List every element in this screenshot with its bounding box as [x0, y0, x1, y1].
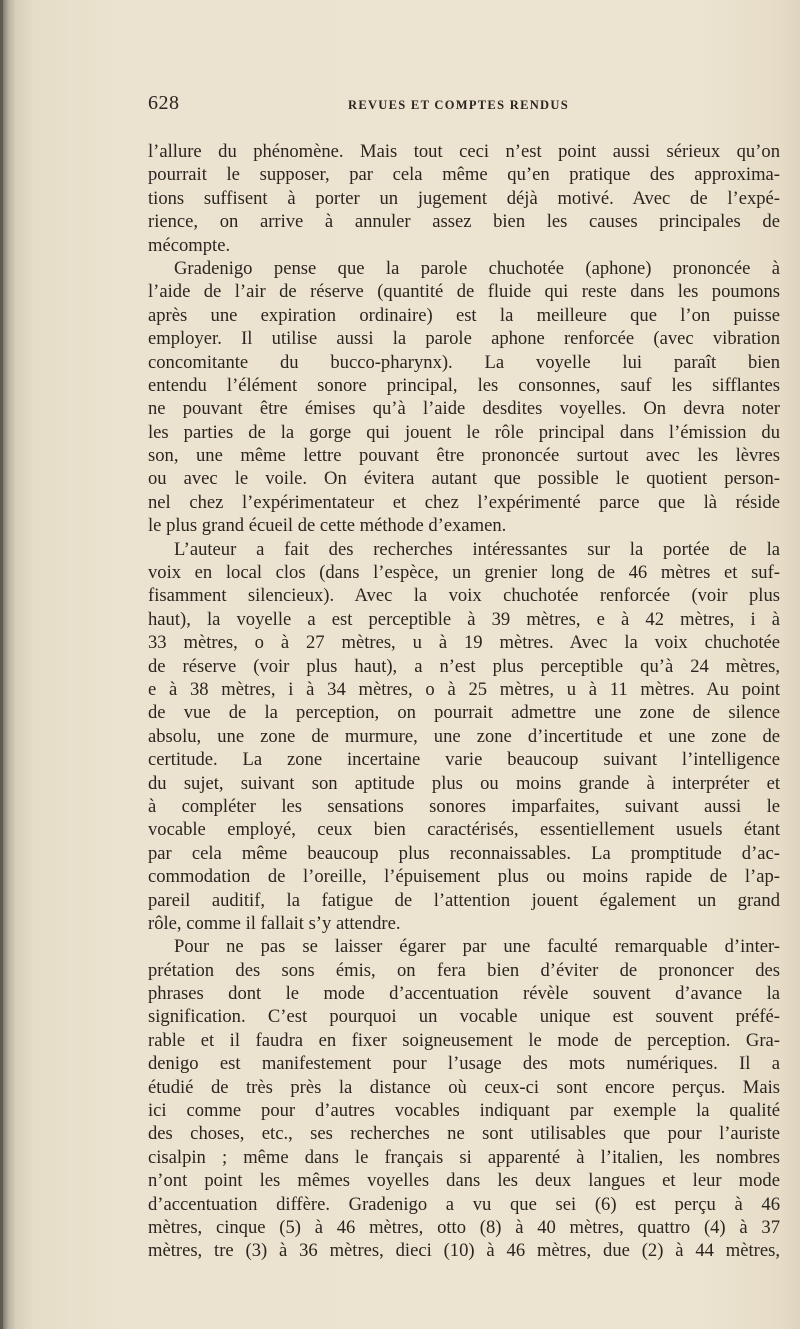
text-line: 33 mètres, o à 27 mètres, u à 19 mètres. Avec la voix chuchotée	[148, 632, 780, 654]
text-line: rience, on arrive à annuler assez bien les causes principales de	[148, 211, 780, 233]
text-line: vocable employé, ceux bien caractérisés, essentiellement usuels étant	[148, 819, 780, 841]
text-line: signification. C’est pourquoi un vocable unique est souvent préfé-	[148, 1006, 780, 1028]
text-line: nel chez l’expérimentateur et chez l’expérimenté parce que là réside	[148, 491, 780, 513]
text-line: l’aide de l’air de réserve (quantité de fluide qui reste dans les poumons	[148, 281, 780, 303]
text-line: rable et il faudra en fixer soigneusement le mode de perception. Gra-	[148, 1029, 780, 1051]
text-line: pourrait le supposer, par cela même qu’en pratique des approxima-	[148, 164, 780, 186]
text-line: le plus grand écueil de cette méthode d’examen.	[148, 515, 507, 537]
text-line: mécompte.	[148, 234, 231, 256]
text-line: e à 38 mètres, i à 34 mètres, o à 25 mètres, u à 11 mètres. Au point	[148, 678, 780, 700]
text-line: entendu l’élément sonore principal, les consonnes, sauf les sifflantes	[148, 374, 780, 396]
body-text	[148, 140, 780, 1263]
text-line: tions suffisent à porter un jugement déjà motivé. Avec de l’expé-	[148, 187, 780, 209]
text-line: voix en local clos (dans l’espèce, un grenier long de 46 mètres et suf-	[148, 562, 780, 584]
text-line: ne pouvant être émises qu’à l’aide desdites voyelles. On devra noter	[148, 398, 780, 420]
text-line: n’ont point les mêmes voyelles dans les deux langues et leur mode	[148, 1170, 780, 1192]
page-number: 628	[148, 92, 180, 114]
text-line: d’accentuation diffère. Gradenigo a vu que sei (6) est perçu à 46	[148, 1193, 780, 1215]
text-line: absolu, une zone de murmure, une zone d’incertitude et une zone de	[148, 725, 780, 747]
text-line: des choses, etc., ses recherches ne sont utilisables que pour l’auriste	[148, 1123, 780, 1145]
text-line: mètres, cinque (5) à 46 mètres, otto (8) à 40 mètres, quattro (4) à 37	[148, 1216, 780, 1238]
text-line: concomitante du bucco-pharynx). La voyelle lui paraît bien	[148, 351, 780, 373]
text-line: Gradenigo pense que la parole chuchotée (aphone) prononcée à	[174, 257, 780, 279]
text-line: commodation de l’oreille, l’épuisement plus ou moins rapide de l’ap-	[148, 866, 780, 888]
text-line: mètres, tre (3) à 36 mètres, dieci (10) à 46 mètres, due (2) à 44 mètres,	[148, 1240, 780, 1262]
text-line: après une expiration ordinaire) est la meilleure que l’on puisse	[148, 304, 780, 326]
running-head: REVUES ET COMPTES RENDUS	[348, 98, 569, 112]
text-line: étudié de très près la distance où ceux-ci sont encore perçus. Mais	[148, 1076, 780, 1098]
text-line: de réserve (voir plus haut), a n’est plus perceptible qu’à 24 mètres,	[148, 655, 780, 677]
text-line: ou avec le voile. On évitera autant que possible le quotient person-	[148, 468, 780, 490]
text-line: pareil auditif, la fatigue de l’attention jouent également un grand	[148, 889, 780, 911]
text-line: les parties de la gorge qui jouent le rôle principal dans l’émission du	[148, 421, 780, 443]
text-line: du sujet, suivant son aptitude plus ou moins grande à interpréter et	[148, 772, 780, 794]
text-line: de vue de la perception, on pourrait admettre une zone de silence	[148, 702, 780, 724]
text-line: à compléter les sensations sonores imparfaites, suivant aussi le	[148, 795, 780, 817]
text-line: rôle, comme il fallait s’y attendre.	[148, 912, 401, 934]
text-line: denigo est manifestement pour l’usage des mots numériques. Il a	[148, 1053, 780, 1075]
text-line: cisalpin ; même dans le français si apparenté à l’italien, les nombres	[148, 1146, 780, 1168]
page-header	[148, 92, 780, 122]
binding-edge	[0, 0, 3, 1329]
text-line: l’allure du phénomène. Mais tout ceci n’est point aussi sérieux qu’on	[148, 141, 780, 162]
text-line: haut), la voyelle a est perceptible à 39 mètres, e à 42 mètres, i à	[148, 608, 780, 630]
text-line: L’auteur a fait des recherches intéressantes sur la portée de la	[174, 538, 780, 560]
text-line: Pour ne pas se laisser égarer par une faculté remarquable d’inter-	[174, 936, 780, 958]
text-line: employer. Il utilise aussi la parole aphone renforcée (avec vibration	[148, 328, 780, 350]
text-line: par cela même beaucoup plus reconnaissables. La promptitude d’ac-	[148, 842, 780, 864]
text-line: son, une même lettre pouvant être prononcée surtout avec les lèvres	[148, 445, 780, 467]
text-line: fisamment silencieux). Avec la voix chuchotée renforcée (voir plus	[148, 585, 780, 607]
text-line: certitude. La zone incertaine varie beaucoup suivant l’intelligence	[148, 749, 780, 771]
text-line: prétation des sons émis, on fera bien d’éviter de prononcer des	[148, 959, 780, 981]
text-line: ici comme pour d’autres vocables indiquant par exemple la qualité	[148, 1100, 780, 1122]
text-line: phrases dont le mode d’accentuation révèle souvent d’avance la	[148, 983, 780, 1005]
